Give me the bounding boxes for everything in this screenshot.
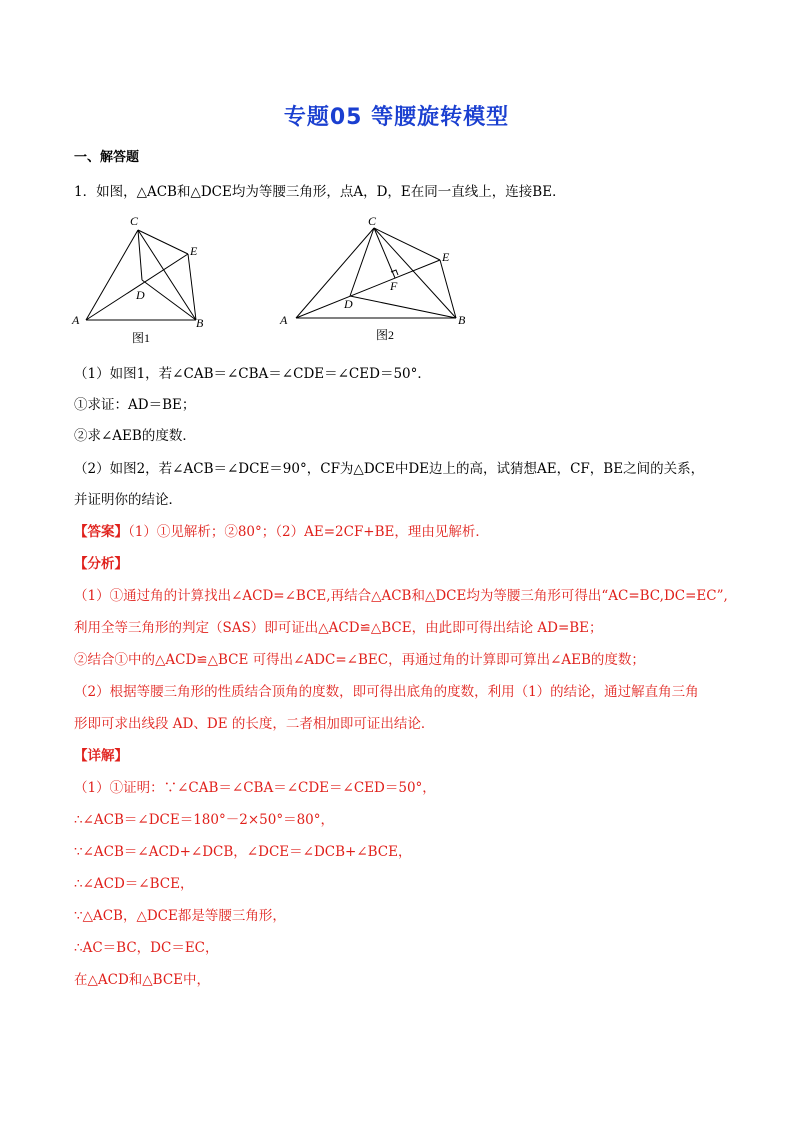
analysis-line: ②结合①中的△ACD≌△BCE 可得出∠ADC=∠BEC，再通过角的计算即可算出∠AEB的度数； — [74, 652, 645, 668]
figure-1 — [60, 208, 220, 348]
section-heading: 一、解答题 — [74, 150, 140, 165]
detail-line: （1）①证明：∵∠CAB＝∠CBA＝∠CDE＝∠CED＝50°， — [74, 780, 436, 796]
detail-line: 在△ACD和△BCE中， — [74, 972, 211, 988]
part2-question-line1: （2）如图2，若∠ACB＝∠DCE＝90°，CF为△DCE中DE边上的高，试猜想AE，CF，BE之间的关系， — [74, 461, 705, 477]
fig2-label-f: F — [390, 279, 398, 293]
part2-question-line2: 并证明你的结论． — [74, 492, 182, 508]
detail-line: ∵△ACB，△DCE都是等腰三角形， — [74, 908, 286, 924]
analysis-line: （2）根据等腰三角形的性质结合顶角的度数，即可得出底角的度数，利用（1）的结论，通过解直角三角 — [74, 684, 699, 700]
page-title: 专题05 等腰旋转模型 — [283, 105, 510, 130]
problem-stem: 1．如图，△ACB和△DCE均为等腰三角形，点A，D，E在同一直线上，连接BE． — [74, 184, 566, 200]
detail-line: ∴∠ACD＝∠BCE， — [74, 876, 194, 892]
figure-2 — [270, 208, 480, 348]
fig2-label-e: E — [442, 250, 450, 264]
analysis-line: 利用全等三角形的判定（SAS）即可证出△ACD≌△BCE，由此即可得出结论 AD=BE； — [74, 620, 603, 636]
fig1-label-c: C — [130, 214, 139, 228]
analysis-line: （1）①通过角的计算找出∠ACD=∠BCE,再结合△ACB和△DCE均为等腰三角形可得出“AC=BC,DC=EC”, — [74, 588, 728, 604]
fig1-caption: 图1 — [132, 331, 151, 345]
analysis-label: 【分析】 — [74, 556, 128, 572]
detail-line: ∵∠ACB＝∠ACD+∠DCB，∠DCE＝∠DCB+∠BCE， — [74, 844, 412, 860]
fig1-label-e: E — [190, 244, 198, 258]
part1b-question: ②求∠AEB的度数． — [74, 428, 196, 444]
detail-line: ∴AC＝BC，DC＝EC， — [74, 940, 219, 956]
fig1-label-d: D — [136, 288, 145, 302]
fig2-label-c: C — [368, 214, 377, 228]
fig2-caption: 图2 — [376, 328, 395, 342]
fig2-label-a: A — [280, 313, 288, 327]
fig1-label-b: B — [196, 316, 204, 330]
detail-label: 【详解】 — [74, 748, 128, 764]
fig2-label-d: D — [344, 297, 353, 311]
answer-label: 【答案】 — [74, 524, 128, 540]
fig1-label-a: A — [72, 313, 80, 327]
detail-line: ∴∠ACB＝∠DCE＝180°－2×50°＝80°， — [74, 812, 334, 828]
analysis-line: 形即可求出线段 AD、DE 的长度，二者相加即可证出结论． — [74, 716, 435, 732]
part1a-question: ①求证：AD＝BE； — [74, 397, 196, 413]
answer-line — [74, 523, 489, 541]
part1-question: （1）如图1，若∠CAB＝∠CBA＝∠CDE＝∠CED＝50°． — [74, 366, 431, 382]
answer-text: （1）①见解析；②80°；（2）AE=2CF+BE，理由见解析． — [128, 524, 489, 540]
fig2-label-b: B — [458, 313, 466, 327]
